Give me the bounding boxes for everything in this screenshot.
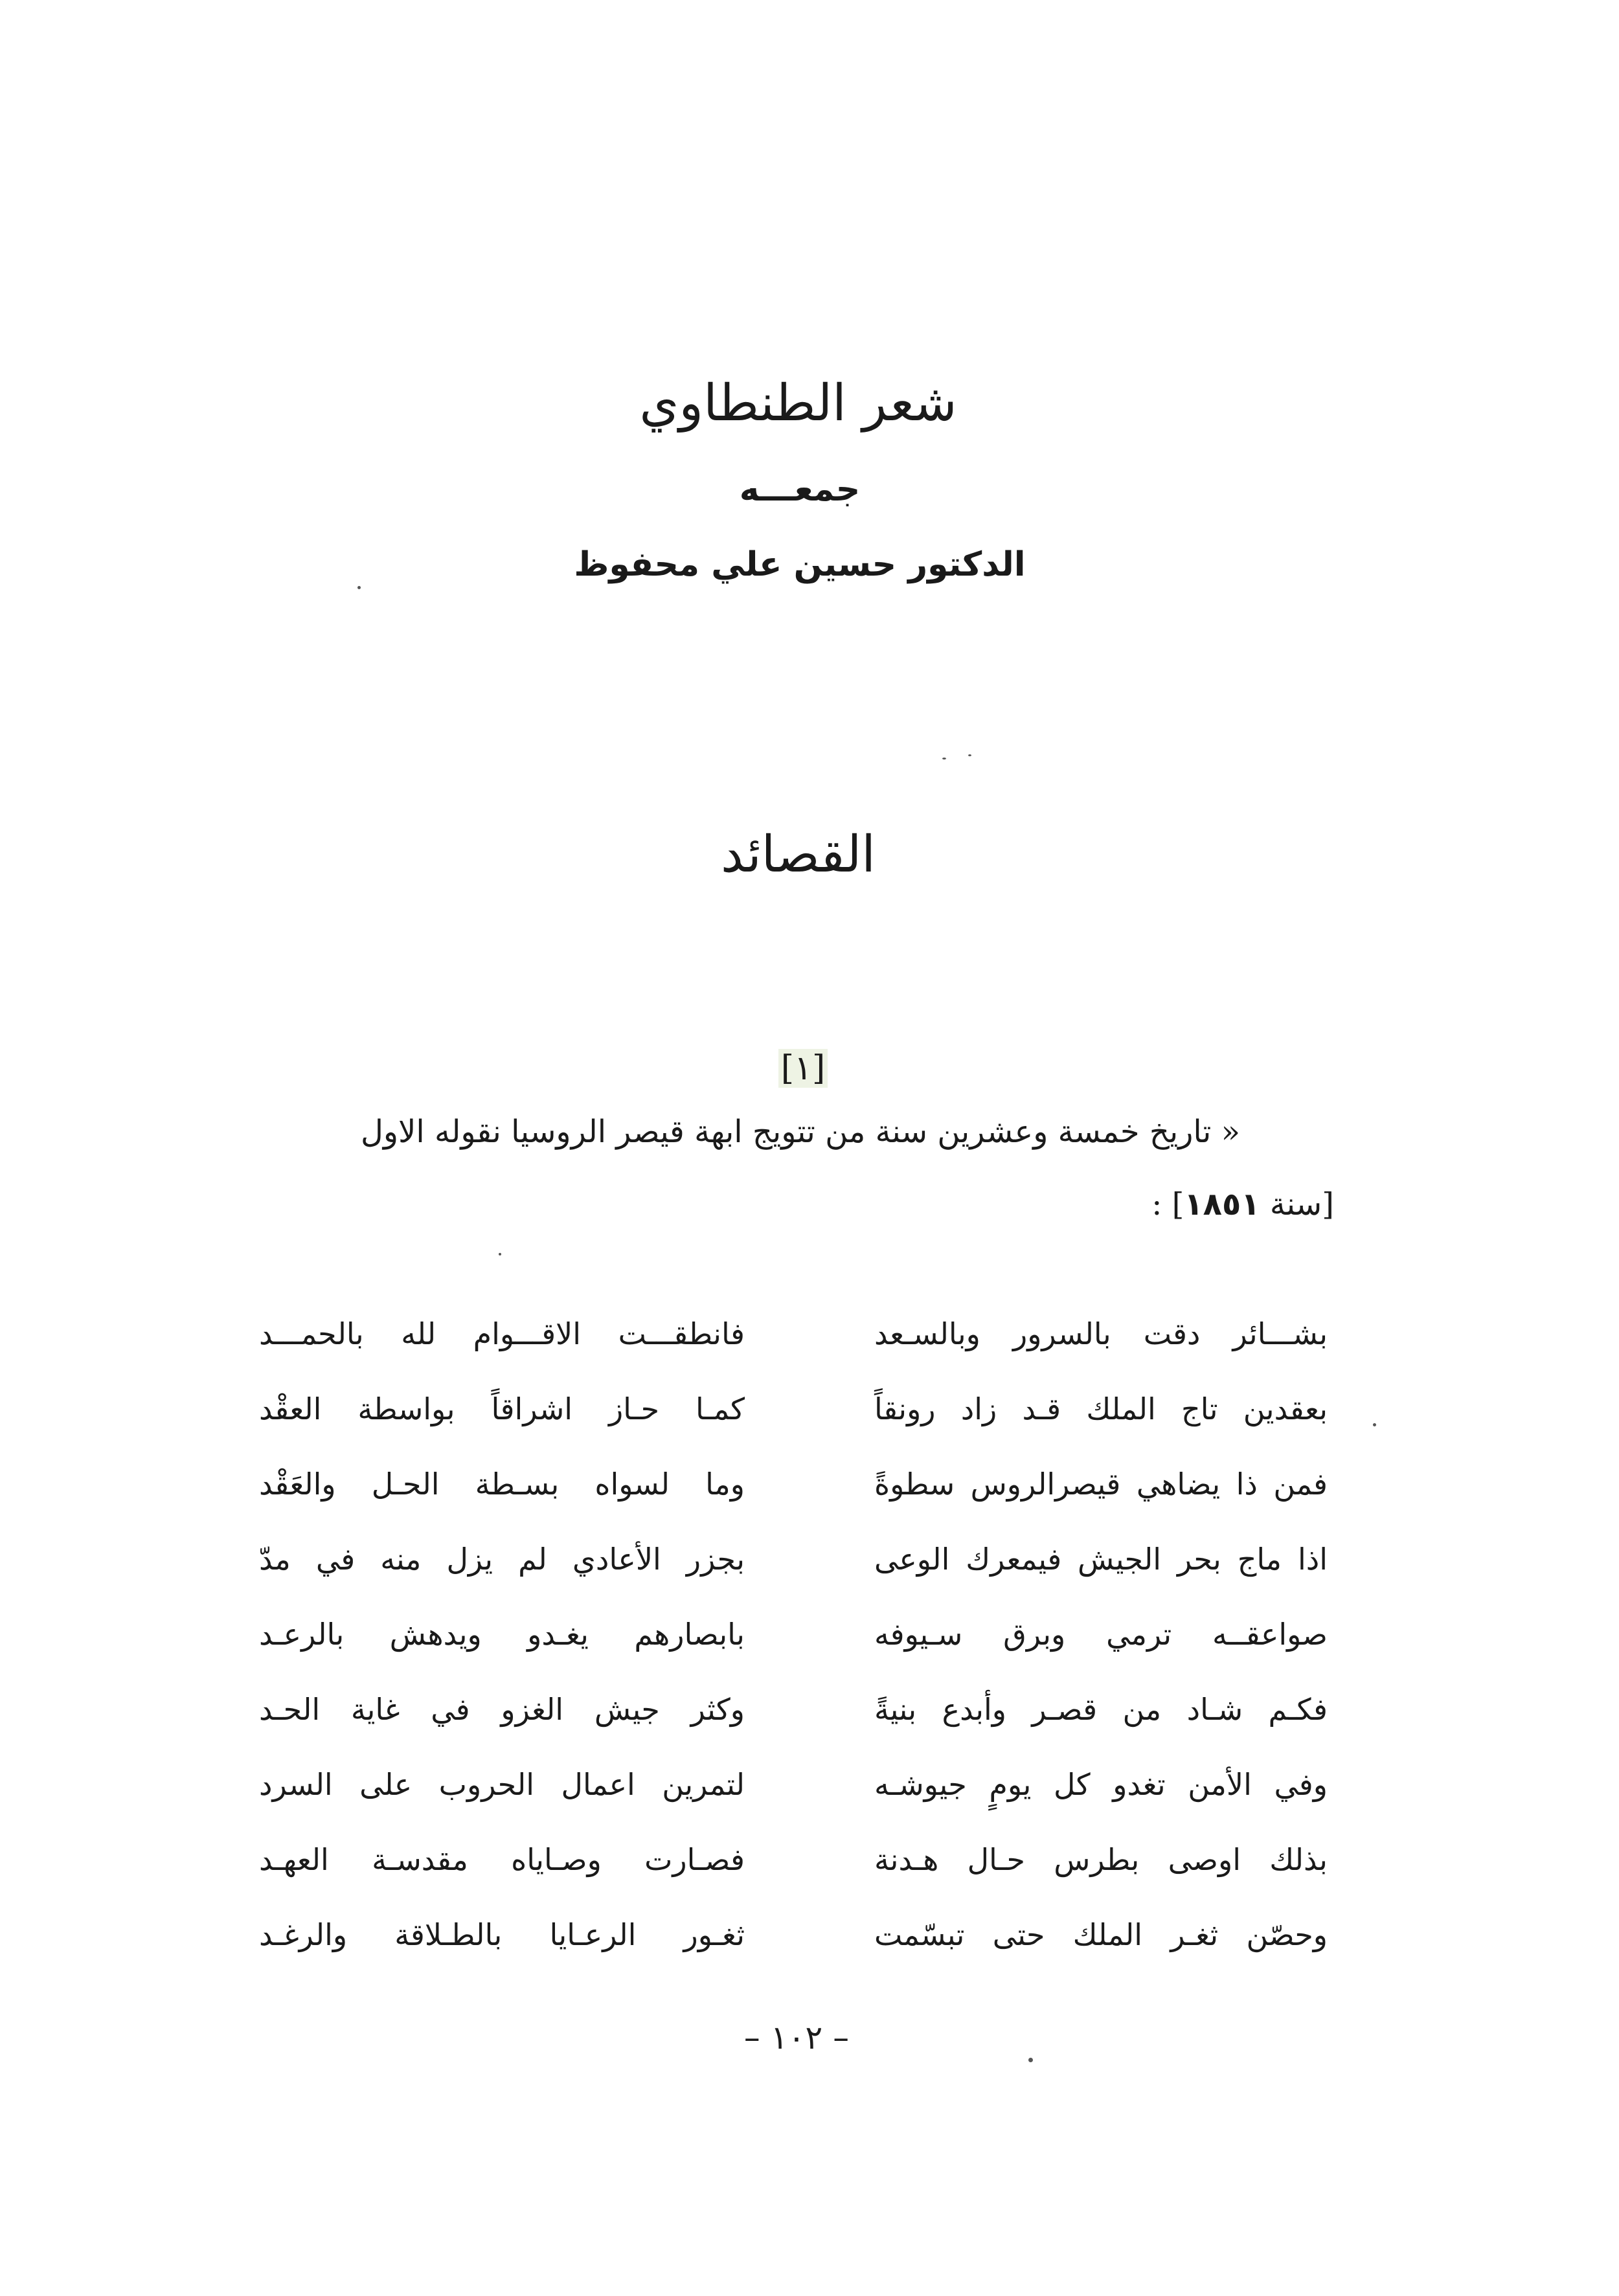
intro-year: ١٨٥١ (1184, 1186, 1260, 1222)
scan-speck (1373, 1423, 1376, 1426)
scan-speck (1028, 2058, 1033, 2062)
verse-ajuz: فصـارت وصـاياه مقدسـة العهـد (259, 1842, 745, 1877)
verse-row (259, 1902, 1328, 1972)
section-title: القصائد (721, 826, 876, 884)
verse-sadr: صواعقــه ترمي وبرق سـيوفه (874, 1617, 1328, 1652)
verse-ajuz: فانطقـــت الاقـــوام لله بالحمـــد (259, 1316, 745, 1351)
book-title: شعر الطنطاوي (639, 374, 957, 433)
verse-sadr: فمن ذا يضاهي قيصرالروس سطوةً (874, 1467, 1328, 1502)
scan-speck (968, 754, 971, 756)
poem-number (767, 1049, 839, 1088)
scan-speck (357, 586, 361, 589)
verse-ajuz: بابصارهم يغـدو ويدهش بالرعـد (259, 1617, 745, 1652)
verse-row (259, 1377, 1328, 1446)
poem-number-label: [١] (778, 1049, 828, 1088)
verse-row (259, 1827, 1328, 1897)
verse-row (259, 1677, 1328, 1747)
verse-sadr: وحصّن ثغـر الملك حتى تبسّمت (874, 1917, 1328, 1952)
verse-sadr: بعقدين تاج الملك قـد زاد رونقاً (874, 1391, 1328, 1426)
poem-verses (259, 1301, 1328, 1981)
verse-ajuz: كمـا حـاز اشراقاً بواسطة العقْد (259, 1391, 745, 1426)
verse-ajuz: بجزر الأعادي لم يزل منه في مدّ (259, 1542, 745, 1577)
verse-row (259, 1452, 1328, 1522)
scan-speck (499, 1253, 501, 1255)
verse-sadr: وفي الأمن تغدو كل يومٍ جيوشـه (874, 1767, 1328, 1802)
verse-sadr: فكـم شـاد من قصـر وأبدع بنيةً (874, 1692, 1328, 1727)
verse-row (259, 1752, 1328, 1822)
intro-prefix: [سنة (1269, 1186, 1334, 1222)
verse-sadr: اذا ماج بحر الجيش فيمعرك الوعى (874, 1542, 1328, 1577)
verse-ajuz: وكثر جيش الغزو في غاية الحـد (259, 1692, 745, 1727)
verse-sadr: بذلك اوصى بطرس حـال هـدنة (874, 1842, 1328, 1877)
verse-sadr: بشـــائر دقت بالسرور وبالسـعد (874, 1316, 1328, 1351)
poem-intro-line-2 (1151, 1186, 1334, 1222)
verse-row (259, 1527, 1328, 1597)
verse-row (259, 1301, 1328, 1371)
verse-ajuz: لتمرين اعمال الحروب على السرد (259, 1767, 745, 1802)
verse-row (259, 1602, 1328, 1672)
editor-name: الدكتور حسين علي محفوظ (574, 545, 1026, 584)
poem-intro-line-1: « تاريخ خمسة وعشرين سنة من تتويج ابهة قيصر الروسيا نقوله الاول (361, 1114, 1240, 1150)
scan-speck (942, 758, 946, 760)
intro-suffix: ] : (1151, 1186, 1184, 1222)
collected-by-label: جمعـــه (739, 470, 861, 509)
verse-ajuz: وما لسواه بسـطة الحـل والعَقْد (259, 1467, 745, 1502)
page-number: – ١٠٢ – (743, 2019, 850, 2056)
verse-ajuz: ثغـور الرعـايا بالطـلاقة والرغـد (259, 1917, 745, 1952)
